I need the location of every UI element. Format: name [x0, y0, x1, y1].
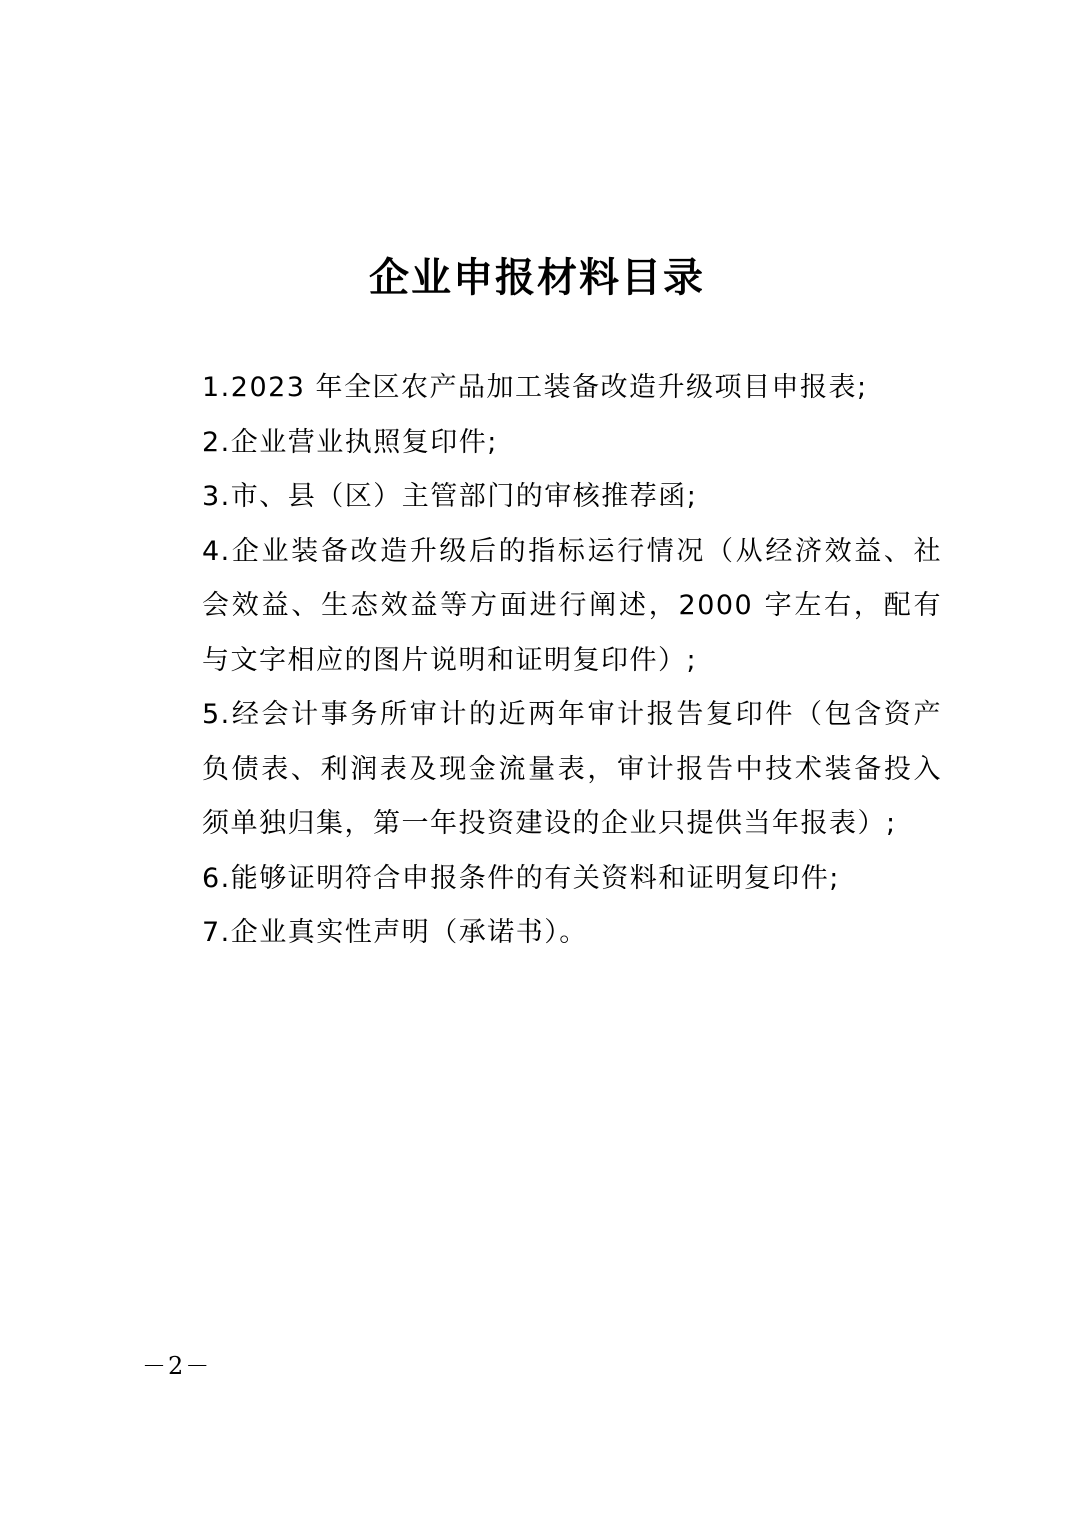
page-number: －2－ — [142, 1352, 212, 1380]
list-item: 6.能够证明符合申报条件的有关资料和证明复印件; — [202, 862, 840, 894]
list-item: 4.企业装备改造升级后的指标运行情况（从经济效益、社会效益、生态效益等方面进行阐述，2000 字左右，配有与文字相应的图片说明和证明复印件）; — [202, 535, 942, 676]
list-item: 1.2023 年全区农产品加工装备改造升级项目申报表; — [202, 372, 868, 403]
list-item: 2.企业营业执照复印件; — [202, 426, 498, 458]
list-item: 5.经会计事务所审计的近两年审计报告复印件（包含资产负债表、利润表及现金流量表，审计报告中技术装备投入须单独归集，第一年投资建设的企业只提供当年报表）; — [202, 699, 942, 839]
page-title: 企业申报材料目录 — [369, 254, 705, 301]
materials-list — [202, 361, 942, 961]
list-item: 3.市、县（区）主管部门的审核推荐函; — [202, 481, 698, 512]
list-item: 7.企业真实性声明（承诺书）。 — [202, 917, 588, 948]
